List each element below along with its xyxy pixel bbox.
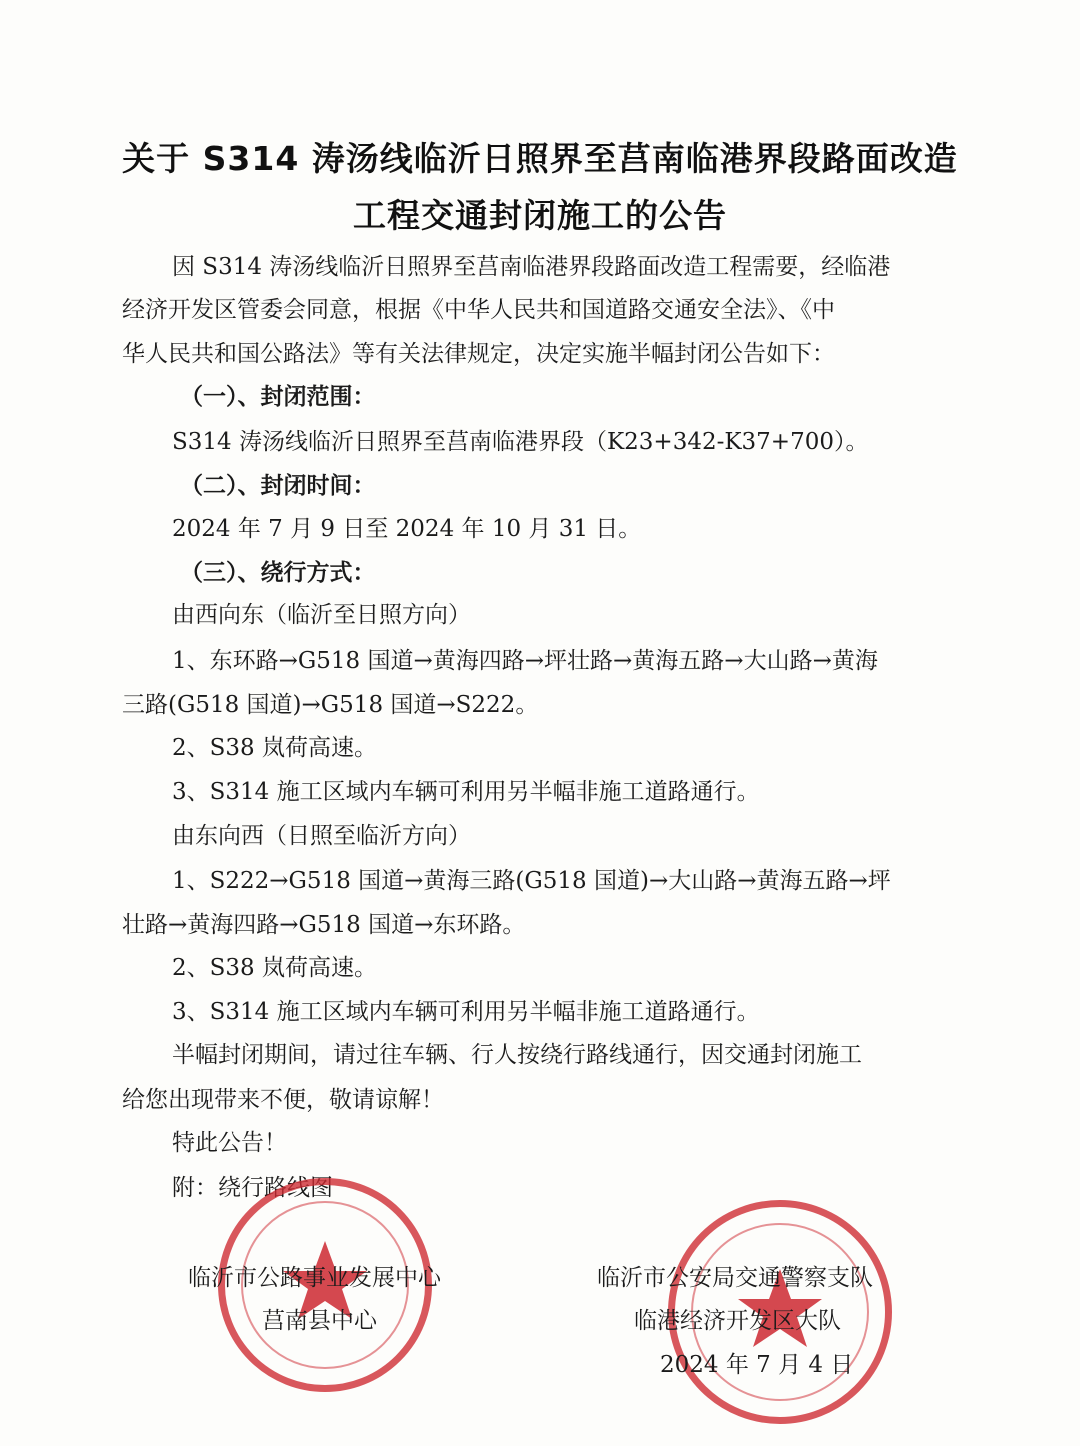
section-2-heading: （二）、封闭时间：: [180, 472, 376, 499]
west-east-heading: 由西向东（临沂至日照方向）: [172, 602, 471, 628]
notice-title-line-2: 工程交通封闭施工的公告: [353, 196, 727, 235]
right-signature-line-1: 临沂市公安局交通警察支队: [597, 1265, 873, 1291]
east-west-heading: 由东向西（日照至临沂方向）: [172, 823, 471, 849]
west-east-route-3: 3、S314 施工区域内车辆可利用另半幅非施工道路通行。: [172, 779, 760, 805]
west-east-route-1b: 三路(G518 国道)→G518 国道→S222。: [122, 692, 539, 718]
attachment-note: 附：绕行路线图: [172, 1175, 333, 1201]
west-east-route-1a: 1、东环路→G518 国道→黄海四路→坪壮路→黄海五路→大山路→黄海: [172, 648, 878, 674]
closing-line-2: 给您出现带来不便，敬请谅解！: [122, 1087, 444, 1113]
east-west-route-1a: 1、S222→G518 国道→黄海三路(G518 国道)→大山路→黄海五路→坪: [172, 868, 891, 894]
right-signature-line-2: 临港经济开发区大队: [634, 1308, 841, 1334]
east-west-route-2: 2、S38 岚荷高速。: [172, 955, 377, 981]
east-west-route-1b: 壮路→黄海四路→G518 国道→东环路。: [122, 912, 526, 938]
notice-date: 2024 年 7 月 4 日: [660, 1352, 854, 1378]
left-signature-line-2: 莒南县中心: [262, 1308, 377, 1334]
section-3-heading: （三）、绕行方式：: [180, 559, 376, 586]
intro-line-3: 华人民共和国公路法》等有关法律规定，决定实施半幅封闭公告如下：: [122, 341, 835, 367]
notice-end: 特此公告！: [172, 1130, 287, 1156]
section-1-heading: （一）、封闭范围：: [180, 383, 376, 410]
intro-line-2: 经济开发区管委会同意，根据《中华人民共和国道路交通安全法》、《中: [122, 297, 835, 323]
left-signature-line-1: 临沂市公路事业发展中心: [188, 1265, 441, 1291]
closing-line-1: 半幅封闭期间，请过往车辆、行人按绕行路线通行，因交通封闭施工: [172, 1042, 862, 1068]
east-west-route-3: 3、S314 施工区域内车辆可利用另半幅非施工道路通行。: [172, 999, 760, 1025]
notice-title-line-1: 关于 S314 涛汤线临沂日照界至莒南临港界段路面改造: [122, 139, 958, 178]
section-2-text: 2024 年 7 月 9 日至 2024 年 10 月 31 日。: [172, 516, 642, 542]
west-east-route-2: 2、S38 岚荷高速。: [172, 735, 377, 761]
section-1-text: S314 涛汤线临沂日照界至莒南临港界段（K23+342-K37+700）。: [172, 429, 869, 455]
intro-line-1: 因 S314 涛汤线临沂日照界至莒南临港界段路面改造工程需要，经临港: [172, 254, 891, 280]
